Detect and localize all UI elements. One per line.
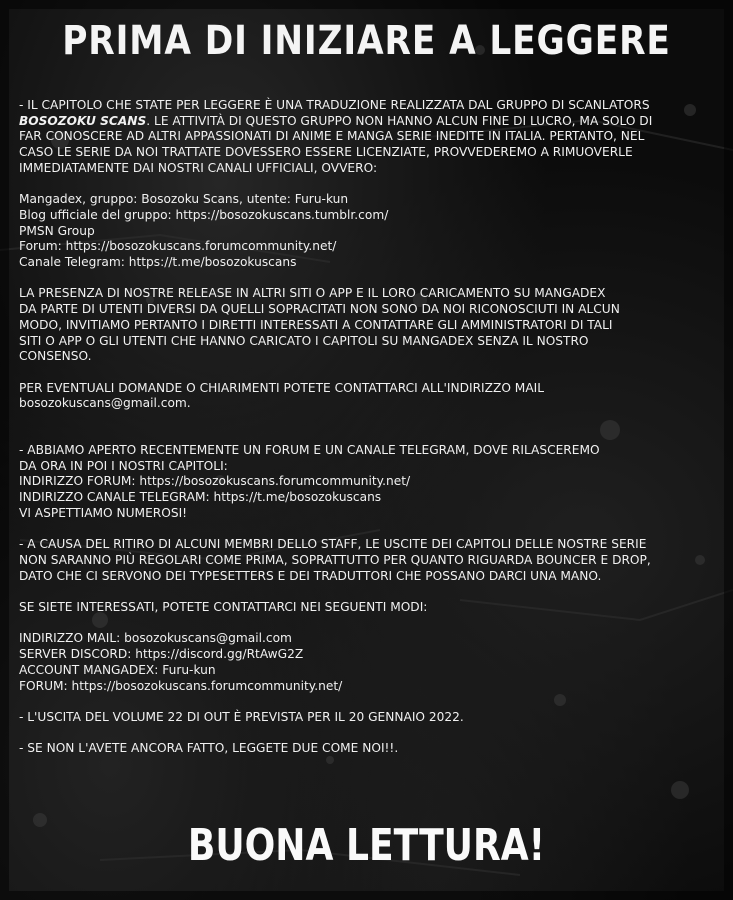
para4-line1: - ABBIAMO APERTO RECENTEMENTE UN FORUM E UN CANALE TELEGRAM, DOVE RILASCEREMO <box>19 443 600 458</box>
channel-mangadex: Mangadex, gruppo: Bosozoku Scans, utente: Furu-kun <box>19 192 349 207</box>
para4-line5: VI ASPETTIAMO NUMEROSI! <box>19 505 188 520</box>
para4-telegram: INDIRIZZO CANALE TELEGRAM: https://t.me/bosozokuscans <box>19 490 382 505</box>
channel-forum: Forum: https://bosozokuscans.forumcommunity.net/ <box>19 239 337 254</box>
para5-line3: DATO CHE CI SERVONO DEI TYPESETTERS E DEI TRADUTTORI CHE POSSANO DARCI UNA MANO. <box>19 568 602 583</box>
para4-line2: DA ORA IN POI I NOSTRI CAPITOLI: <box>19 458 228 473</box>
contact-mangadex: ACCOUNT MANGADEX: Furu-kun <box>19 662 216 677</box>
para1-line3: FAR CONOSCERE AD ALTRI APPASSIONATI DI ANIME E MANGA SERIE INEDITE IN ITALIA. PERTANTO, NEL <box>19 129 645 144</box>
para7: - L'USCITA DEL VOLUME 22 DI OUT È PREVISTA PER IL 20 GENNAIO 2022. <box>19 709 464 724</box>
para2-line5: CONSENSO. <box>19 349 92 364</box>
contact-discord: SERVER DISCORD: https://discord.gg/RtAwG2Z <box>19 647 304 662</box>
para2-line3: MODO, INVITIAMO PERTANTO I DIRETTI INTERESSATI A CONTATTARE GLI AMMINISTRATORI DI TALI <box>19 317 613 332</box>
para5-line1: - A CAUSA DEL RITIRO DI ALCUNI MEMBRI DELLO STAFF, LE USCITE DEI CAPITOLI DELLE NOSTRE SERIE <box>19 537 647 552</box>
para1-line1: - IL CAPITOLO CHE STATE PER LEGGERE È UNA TRADUZIONE REALIZZATA DAL GRUPPO DI SCANLATORS <box>19 98 650 112</box>
para2-line4: SITI O APP O GLI UTENTI CHE HANNO CARICATO I CAPITOLI SU MANGADEX SENZA IL NOSTRO <box>19 333 589 348</box>
contact-mail: INDIRIZZO MAIL: bosozokuscans@gmail.com <box>19 631 292 646</box>
para2-line1: LA PRESENZA DI NOSTRE RELEASE IN ALTRI SITI O APP E IL LORO CARICAMENTO SU MANGADEX <box>19 286 606 301</box>
para1-line4: CASO LE SERIE DA NOI TRATTATE DOVESSERO ESSERE LICENZIATE, PROVVEDEREMO A RIMUOVERLE <box>19 145 633 160</box>
para3-line1: PER EVENTUALI DOMANDE O CHIARIMENTI POTETE CONTATTARCI ALL'INDIRIZZO MAIL <box>19 380 545 395</box>
page-title: PRIMA DI INIZIARE A LEGGERE <box>62 18 671 64</box>
para1-line2-rest: . LE ATTIVITÀ DI QUESTO GRUPPO NON HANNO ALCUN FINE DI LUCRO, MA SOLO DI <box>146 113 653 128</box>
para3-email: bosozokuscans@gmail.com. <box>19 396 191 411</box>
group-name: BOSOZOKU SCANS <box>19 113 147 128</box>
para6: SE SIETE INTERESSATI, POTETE CONTATTARCI NEI SEGUENTI MODI: <box>19 600 428 615</box>
channel-telegram: Canale Telegram: https://t.me/bosozokuscans <box>19 255 297 270</box>
para5-line2: NON SARANNO PIÙ REGOLARI COME PRIMA, SOPRATTUTTO PER QUANTO RIGUARDA BOUNCER E DROP, <box>19 552 651 567</box>
para1-line2 <box>19 114 719 130</box>
footer-greeting: BUONA LETTURA! <box>187 820 546 871</box>
para8: - SE NON L'AVETE ANCORA FATTO, LEGGETE DUE COME NOI!!. <box>19 741 399 756</box>
para1-line5: IMMEDIATAMENTE DAI NOSTRI CANALI UFFICIALI, OVVERO: <box>19 160 378 175</box>
channel-blog: Blog ufficiale del gruppo: https://bosozokuscans.tumblr.com/ <box>19 207 389 222</box>
notice-body <box>19 98 719 757</box>
channel-pmsn: PMSN Group <box>19 223 95 238</box>
contact-forum: FORUM: https://bosozokuscans.forumcommunity.net/ <box>19 678 343 693</box>
para4-forum: INDIRIZZO FORUM: https://bosozokuscans.forumcommunity.net/ <box>19 474 411 489</box>
para2-line2: DA PARTE DI UTENTI DIVERSI DA QUELLI SOPRACITATI NON SONO DA NOI RICONOSCIUTI IN ALCUN <box>19 302 620 317</box>
